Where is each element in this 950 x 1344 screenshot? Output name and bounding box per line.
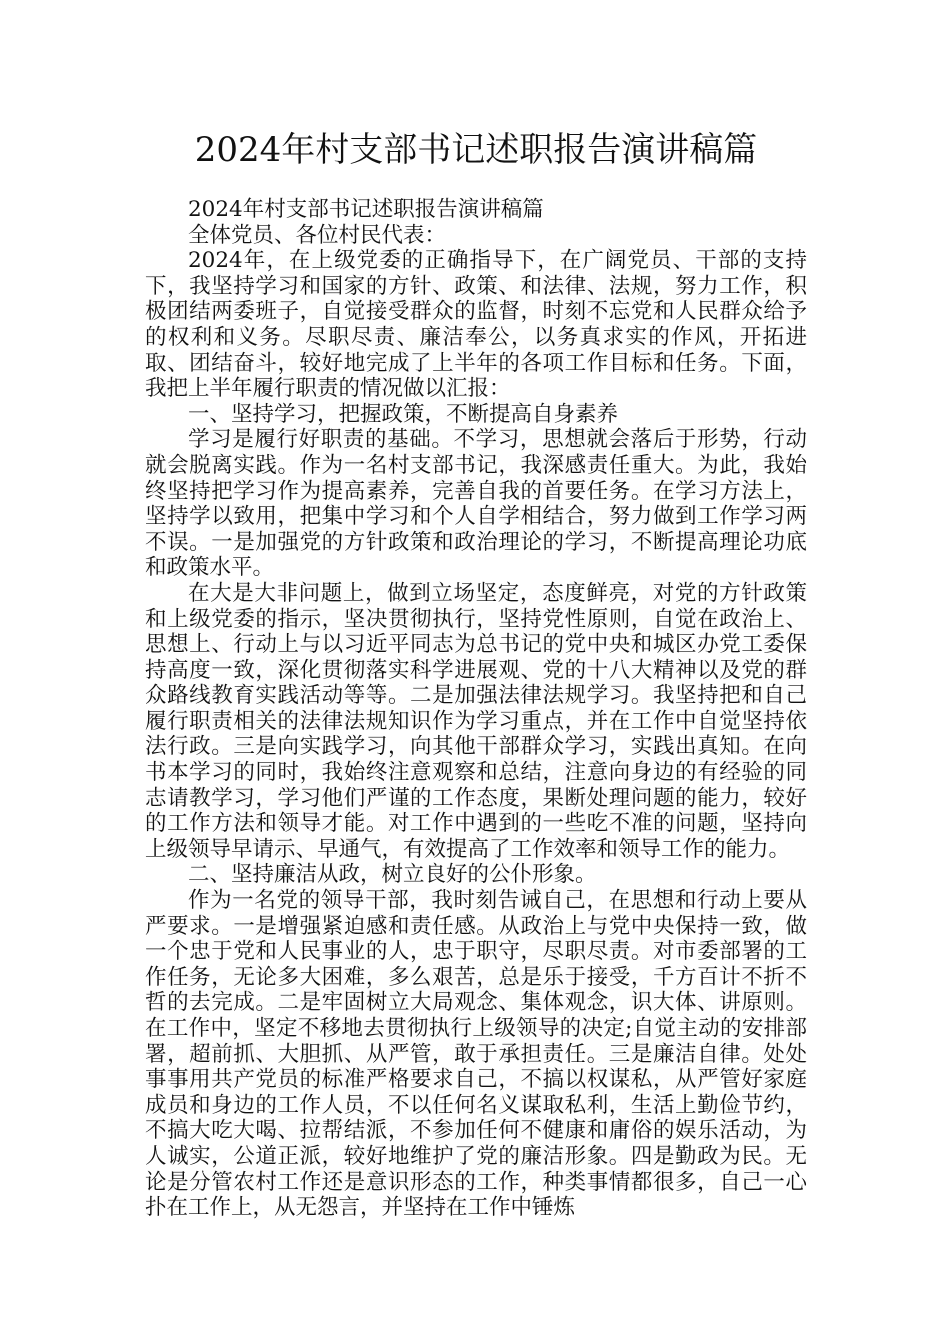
body-paragraph: 全体党员、各位村民代表： [188, 222, 447, 248]
section-heading: 一、坚持学习，把握政策，不断提高自身素养 [188, 401, 619, 427]
body-paragraph: 学习是履行好职责的基础。不学习，思想就会落后于形势，行动就会脱离实践。作为一名村支部书记，我深感责任重大。为此，我始终坚持把学习作为提高素养，完善自我的首要任务。在学习方法上，坚持学以致用，把集中学习和个人自学相结合，努力做到工作学习两不误。一是加强党的方针政策和政治理论的学习，不断提高理论功底和政策水平。 [145, 427, 807, 581]
section-heading: 二、坚持廉洁从政，树立良好的公仆形象。 [188, 862, 597, 888]
document-body [145, 197, 807, 1221]
body-paragraph: 2024年，在上级党委的正确指导下，在广阔党员、干部的支持下，我坚持学习和国家的方针、政策、和法律、法规，努力工作，积极团结两委班子，自觉接受群众的监督，时刻不忘党和人民群众给予的权利和义务。尽职尽责、廉洁奉公，以务真求实的作风，开拓进取、团结奋斗，较好地完成了上半年的各项工作目标和任务。下面，我把上半年履行职责的情况做以汇报： [145, 248, 807, 402]
document-title: 2024年村支部书记述职报告演讲稿篇 [194, 130, 758, 170]
body-paragraph: 在大是大非问题上，做到立场坚定，态度鲜亮，对党的方针政策和上级党委的指示，坚决贯彻执行，坚持党性原则，自觉在政治上、思想上、行动上与以习近平同志为总书记的党中央和城区办党工委保持高度一致，深化贯彻落实科学进展观、党的十八大精神以及党的群众路线教育实践活动等等。二是加强法律法规学习。我坚持把和自己履行职责相关的法律法规知识作为学习重点，并在工作中自觉坚持依法行政。三是向实践学习，向其他干部群众学习，实践出真知。在向书本学习的同时，我始终注意观察和总结，注意向身边的有经验的同志请教学习，学习他们严谨的工作态度，果断处理问题的能力，较好的工作方法和领导才能。对工作中遇到的一些吃不准的问题，坚持向上级领导早请示、早通气，有效提高了工作效率和领导工作的能力。 [145, 580, 807, 862]
body-paragraph: 作为一名党的领导干部，我时刻告诫自己，在思想和行动上要从严要求。一是增强紧迫感和责任感。从政治上与党中央保持一致，做一个忠于党和人民事业的人，忠于职守，尽职尽责。对市委部署的工作任务，无论多大困难，多么艰苦，总是乐于接受，千方百计不折不哲的去完成。二是牢固树立大局观念、集体观念，识大体、讲原则。在工作中，坚定不移地去贯彻执行上级领导的决定;自觉主动的安排部署，超前抓、大胆抓、从严管，敢于承担责任。三是廉洁自律。处处事事用共产党员的标准严格要求自己，不搞以权谋私，从严管好家庭成员和身边的工作人员，不以任何名义谋取私利，生活上勤俭节约，不搞大吃大喝、拉帮结派，不参加任何不健康和庸俗的娱乐活动，为人诚实，公道正派，较好地维护了党的廉洁形象。四是勤政为民。无论是分管农村工作还是意识形态的工作，种类事情都很多，自己一心扑在工作上，从无怨言，并坚持在工作中锤炼 [145, 888, 807, 1221]
body-paragraph: 2024年村支部书记述职报告演讲稿篇 [188, 197, 544, 222]
